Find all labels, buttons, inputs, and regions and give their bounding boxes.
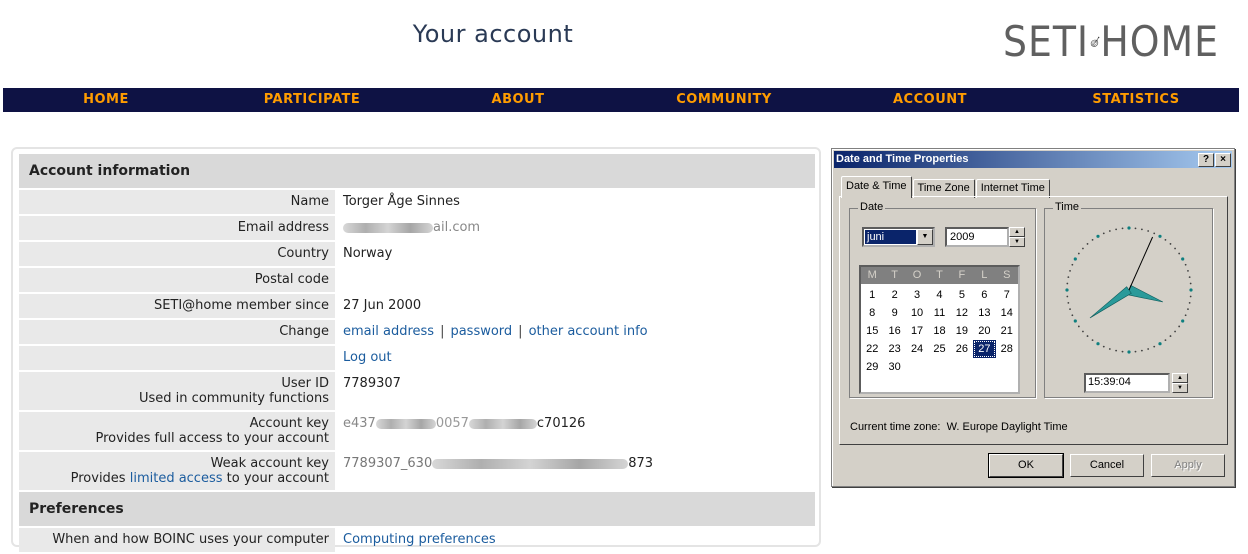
- timezone-text: [850, 421, 1068, 433]
- calendar-day[interactable]: 13: [978, 307, 991, 319]
- clock-minute-mark: [1069, 270, 1071, 272]
- spin-up-icon[interactable]: ▲: [1009, 227, 1025, 237]
- clock-minute-mark: [1189, 276, 1191, 278]
- clock-minute-mark: [1069, 308, 1071, 310]
- calendar-day[interactable]: 23: [888, 343, 901, 355]
- clock-minute-mark: [1103, 232, 1105, 234]
- user-id-value: 7789307: [343, 376, 401, 391]
- weak-key-end: 873: [628, 456, 654, 471]
- calendar-day[interactable]: 10: [910, 307, 924, 319]
- weekday-header: S: [1003, 269, 1011, 281]
- clock-minute-mark: [1109, 230, 1111, 232]
- calendar-day[interactable]: 18: [933, 325, 946, 337]
- weak-key-sublabel-post: to your account: [226, 471, 329, 486]
- member-since-value: 27 Jun 2000: [343, 298, 422, 313]
- dialog-title: Date and Time Properties: [836, 153, 969, 165]
- calendar-day[interactable]: 12: [955, 307, 969, 319]
- calendar-day[interactable]: 17: [910, 325, 924, 337]
- computing-prefs-link[interactable]: Computing preferences: [343, 532, 496, 547]
- clock-minute-mark: [1147, 348, 1149, 350]
- clock-minute-mark: [1109, 348, 1111, 350]
- computing-prefs-label: When and how BOINC uses your computer: [19, 528, 335, 552]
- clock-hour-mark: [1158, 235, 1161, 238]
- calendar-day[interactable]: 22: [866, 343, 879, 355]
- clock-minute-mark: [1185, 314, 1187, 316]
- clock-minute-mark: [1170, 335, 1172, 337]
- row-logout: [19, 346, 815, 370]
- weak-key-sublabel: [25, 471, 329, 486]
- clock-minute-mark: [1185, 264, 1187, 266]
- tab-page: [839, 196, 1228, 445]
- account-key-value: [335, 412, 815, 450]
- seti-logo[interactable]: [1003, 8, 1219, 76]
- clock-second-hand: [1129, 237, 1153, 290]
- calendar-day[interactable]: 1: [869, 289, 876, 301]
- calendar-day[interactable]: 5: [958, 289, 965, 301]
- computing-prefs-cell: [335, 528, 815, 552]
- clock-minute-mark: [1122, 227, 1124, 229]
- clock-minute-mark: [1147, 230, 1149, 232]
- tab-time-zone[interactable]: Time Zone: [913, 179, 975, 198]
- clock-minute-mark: [1078, 326, 1080, 328]
- logout-link[interactable]: Log out: [343, 350, 392, 365]
- year-spinner[interactable]: [1009, 227, 1025, 247]
- clock-minute-mark: [1066, 296, 1068, 298]
- main-navbar: [3, 88, 1239, 112]
- calendar-day[interactable]: 4: [936, 289, 943, 301]
- year-field[interactable]: [945, 227, 1009, 247]
- redacted-weak-key: [432, 459, 628, 469]
- clock-hour-mark: [1181, 319, 1184, 322]
- calendar-day[interactable]: 11: [933, 307, 946, 319]
- calendar-day[interactable]: 2: [891, 289, 898, 301]
- apply-button[interactable]: Apply: [1151, 454, 1225, 477]
- year-value: 2009: [950, 231, 975, 243]
- clock-minute-mark: [1067, 302, 1069, 304]
- row-postal: [19, 268, 815, 292]
- weekday-header: M: [867, 269, 877, 281]
- email-visible-part: ail.com: [433, 220, 481, 235]
- account-table: [19, 154, 815, 554]
- user-id-label: User ID: [281, 376, 329, 391]
- nav-account[interactable]: ACCOUNT: [893, 92, 967, 107]
- change-links: [335, 320, 815, 344]
- clock-hour-mark: [1074, 319, 1077, 322]
- calendar-day[interactable]: 26: [955, 343, 969, 355]
- clock-minute-mark: [1082, 331, 1084, 333]
- calendar-day[interactable]: 3: [914, 289, 921, 301]
- calendar-day[interactable]: 24: [910, 343, 924, 355]
- logout-cell: [335, 346, 815, 370]
- postal-value: [335, 268, 815, 292]
- calendar-day[interactable]: 15: [866, 325, 879, 337]
- analog-clock: [1062, 223, 1196, 357]
- separator: |: [518, 324, 523, 339]
- row-computing-prefs: [19, 528, 815, 552]
- redacted-email: [343, 223, 433, 233]
- limited-access-link[interactable]: limited access: [129, 471, 223, 486]
- help-button[interactable]: ?: [1198, 153, 1214, 167]
- calendar-day[interactable]: 19: [955, 325, 969, 337]
- calendar-day[interactable]: 7: [1003, 289, 1010, 301]
- clock-hour-mark: [1127, 226, 1130, 229]
- clock-minute-mark: [1141, 350, 1143, 352]
- change-label: Change: [19, 320, 335, 344]
- redacted-account-key-2: [469, 419, 537, 429]
- clock-minute-mark: [1092, 339, 1094, 341]
- change-account-info-link[interactable]: other account info: [528, 324, 648, 339]
- calendar-day[interactable]: 14: [1000, 307, 1013, 319]
- nav-participate[interactable]: PARTICIPATE: [263, 92, 361, 107]
- satellite-dish-icon: [1089, 11, 1100, 73]
- calendar-day[interactable]: 20: [978, 325, 991, 337]
- clock-minute-mark: [1153, 346, 1155, 348]
- email-label: Email address: [19, 216, 335, 240]
- change-email-link[interactable]: email address: [343, 324, 435, 339]
- country-value: Norway: [343, 246, 393, 261]
- weekday-header: T: [936, 269, 943, 281]
- clock-minute-mark: [1187, 308, 1189, 310]
- date-group-label: Date: [860, 201, 884, 213]
- time-group-label: Time: [1055, 201, 1080, 213]
- timezone-value: W. Europe Daylight Time: [946, 421, 1068, 433]
- weak-key-sublabel-pre: Provides: [70, 471, 126, 486]
- user-id-sublabel: Used in community functions: [139, 391, 329, 406]
- account-key-label: Account key: [249, 416, 329, 431]
- time-groupbox: [1044, 201, 1213, 398]
- clock-minute-mark: [1165, 339, 1167, 341]
- cancel-button[interactable]: Cancel: [1070, 454, 1144, 477]
- row-country: [19, 242, 815, 266]
- calendar-day[interactable]: 28: [1000, 343, 1013, 355]
- clock-hour-mark: [1127, 350, 1130, 353]
- month-calendar: [859, 265, 1020, 394]
- clock-minute-mark: [1178, 326, 1180, 328]
- clock-minute-mark: [1115, 350, 1117, 352]
- tab-date-time[interactable]: Date & Time: [841, 176, 912, 198]
- calendar-day[interactable]: 8: [869, 307, 876, 319]
- clock-minute-mark: [1078, 253, 1080, 255]
- time-field[interactable]: 15:39:04: [1084, 373, 1170, 393]
- clock-minute-mark: [1141, 228, 1143, 230]
- change-password-link[interactable]: password: [450, 324, 513, 339]
- logo-text-right: HOME: [1100, 17, 1219, 66]
- account-key-label-cell: [19, 412, 335, 450]
- account-key-end: c70126: [536, 416, 586, 431]
- row-name: [19, 190, 815, 214]
- row-email: [19, 216, 815, 240]
- logo-text-left: SETI: [1003, 17, 1090, 66]
- row-account-key: [19, 412, 815, 450]
- clock-minute-mark: [1178, 253, 1180, 255]
- calendar-day[interactable]: 25: [933, 343, 946, 355]
- row-change: [19, 320, 815, 344]
- row-member-since: [19, 294, 815, 318]
- clock-minute-mark: [1190, 283, 1192, 285]
- spin-up-icon[interactable]: ▲: [1172, 373, 1188, 383]
- date-groupbox: [849, 201, 1036, 398]
- clock-minute-mark: [1174, 331, 1176, 333]
- ok-button[interactable]: OK: [989, 454, 1063, 477]
- user-id-label-cell: [19, 372, 335, 410]
- clock-minute-mark: [1135, 351, 1137, 353]
- row-user-id: [19, 372, 815, 410]
- clock-hour-mark: [1181, 257, 1184, 260]
- nav-about[interactable]: ABOUT: [491, 92, 545, 107]
- member-since-label: SETI@home member since: [19, 294, 335, 318]
- clock-hour-mark: [1065, 288, 1068, 291]
- nav-home[interactable]: HOME: [83, 92, 129, 107]
- weak-key-value: [335, 452, 815, 490]
- timezone-label: Current time zone:: [850, 421, 941, 433]
- weekday-header: T: [891, 269, 898, 281]
- name-value: Torger Åge Sinnes: [343, 194, 460, 209]
- clock-hour-mark: [1096, 235, 1099, 238]
- clock-minute-mark: [1115, 228, 1117, 230]
- account-info-heading: Account information: [19, 154, 815, 188]
- clock-minute-mark: [1165, 239, 1167, 241]
- spin-down-icon[interactable]: ▼: [1172, 383, 1188, 393]
- clock-hour-mark: [1189, 288, 1192, 291]
- page-title: Your account: [412, 20, 574, 48]
- calendar-day[interactable]: 30: [888, 361, 901, 373]
- nav-community[interactable]: COMMUNITY: [676, 92, 772, 107]
- logout-label-cell: [19, 346, 335, 370]
- account-key-sublabel: Provides full access to your account: [95, 431, 329, 446]
- clock-minute-mark: [1071, 264, 1073, 266]
- dialog-titlebar[interactable]: [834, 151, 1232, 168]
- row-weak-key: [19, 452, 815, 490]
- weak-key-start: 7789307_630: [343, 456, 433, 471]
- clock-minute-mark: [1066, 283, 1068, 285]
- time-spinner[interactable]: [1172, 373, 1188, 393]
- weak-key-label-cell: [19, 452, 335, 490]
- clock-minute-mark: [1135, 227, 1137, 229]
- clock-minute-mark: [1174, 248, 1176, 250]
- clock-minute-mark: [1189, 302, 1191, 304]
- dropdown-arrow-icon[interactable]: ▼: [917, 229, 933, 245]
- clock-minute-mark: [1067, 276, 1069, 278]
- account-panel: [11, 147, 821, 547]
- clock-minute-mark: [1087, 335, 1089, 337]
- postal-label: Postal code: [19, 268, 335, 292]
- tab-internet-time[interactable]: Internet Time: [976, 179, 1050, 198]
- clock-hour-mark: [1096, 342, 1099, 345]
- clock-minute-mark: [1092, 239, 1094, 241]
- month-value: juni: [865, 230, 916, 244]
- clock-minute-mark: [1071, 314, 1073, 316]
- redacted-account-key: [376, 419, 436, 429]
- clock-hour-mark: [1158, 342, 1161, 345]
- clock-minute-mark: [1187, 270, 1189, 272]
- account-key-start: e437: [343, 416, 376, 431]
- date-time-dialog: [831, 148, 1235, 487]
- clock-hour-mark: [1074, 257, 1077, 260]
- clock-minute-mark: [1170, 243, 1172, 245]
- country-label: Country: [19, 242, 335, 266]
- clock-minute-mark: [1190, 296, 1192, 298]
- clock-minute-mark: [1122, 351, 1124, 353]
- spin-down-icon[interactable]: ▼: [1009, 237, 1025, 247]
- weekday-header: L: [981, 269, 988, 281]
- calendar-day[interactable]: 9: [891, 307, 898, 319]
- clock-minute-mark: [1153, 232, 1155, 234]
- weak-key-label: Weak account key: [210, 456, 329, 471]
- clock-minute-hand: [1090, 287, 1131, 318]
- email-value: [335, 216, 815, 240]
- clock-minute-mark: [1082, 248, 1084, 250]
- calendar-days: [861, 284, 1018, 376]
- weekday-header: F: [958, 269, 966, 281]
- calendar-day[interactable]: 21: [1000, 325, 1013, 337]
- account-key-mid: 0057: [435, 416, 469, 431]
- calendar-day[interactable]: 29: [866, 361, 879, 373]
- preferences-heading: Preferences: [19, 492, 815, 526]
- calendar-day[interactable]: 6: [981, 289, 988, 301]
- separator: |: [440, 324, 445, 339]
- calendar-weekdays: [861, 267, 1018, 284]
- calendar-day-selected[interactable]: 27: [973, 340, 995, 358]
- calendar-day[interactable]: 16: [888, 325, 901, 337]
- month-select[interactable]: [862, 227, 935, 247]
- nav-statistics[interactable]: STATISTICS: [1092, 92, 1180, 107]
- clock-minute-mark: [1103, 346, 1105, 348]
- weekday-header: O: [912, 269, 922, 281]
- name-label: Name: [19, 190, 335, 214]
- clock-minute-mark: [1087, 243, 1089, 245]
- close-button[interactable]: ×: [1215, 153, 1231, 167]
- clock-hour-hand: [1127, 285, 1163, 302]
- dialog-tabs: [841, 176, 1051, 198]
